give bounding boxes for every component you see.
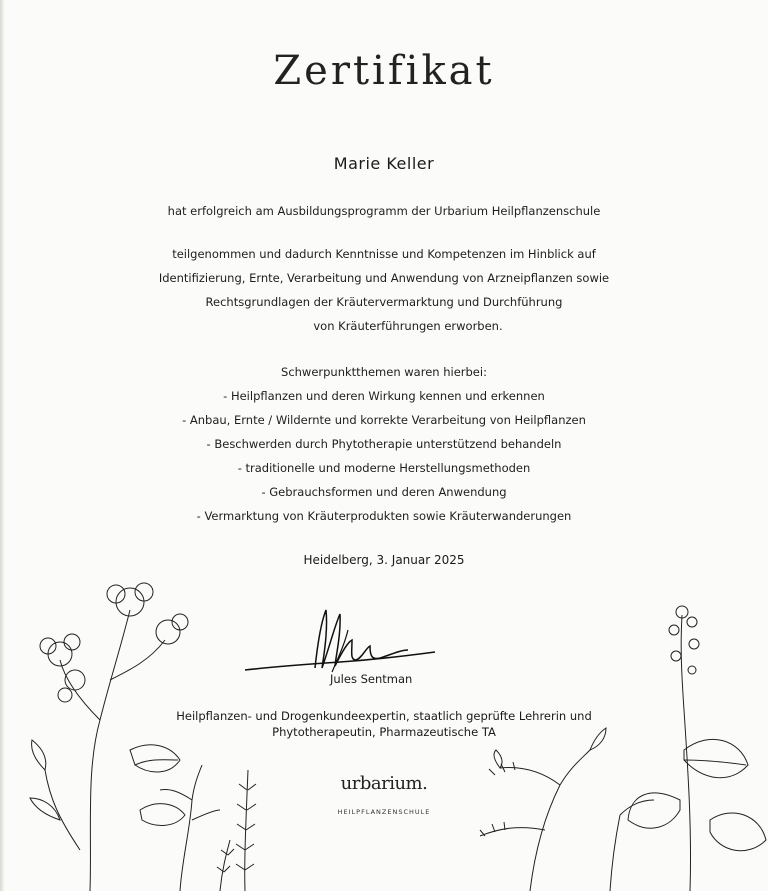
- right-botanical-illustration: [470, 600, 768, 891]
- focus-item: - Heilpflanzen und deren Wirkung kennen und erkennen: [223, 389, 545, 403]
- focus-item: - Vermarktung von Kräuterprodukten sowie Kräuterwanderungen: [196, 509, 572, 523]
- body-text: [0, 242, 768, 338]
- left-botanical-illustration: [20, 570, 220, 891]
- body-line: von Kräuterführungen erworben.: [313, 319, 503, 333]
- focus-item: - Anbau, Ernte / Wildernte und korrekte Verarbeitung von Heilpflanzen: [182, 413, 586, 427]
- body-line: teilgenommen und dadurch Kenntnisse und Kompetenzen im Hinblick auf: [172, 247, 596, 261]
- focus-topics: [0, 360, 768, 528]
- certificate-title: Zertifikat: [273, 48, 495, 94]
- center-sprig-illustration: [200, 760, 290, 891]
- brand-logo: urbarium.: [340, 773, 428, 794]
- credentials-line: Heilpflanzen- und Drogenkundeexpertin, staatlich geprüfte Lehrerin und: [176, 709, 592, 723]
- credentials-line: Phytotherapeutin, Pharmazeutische TA: [272, 725, 496, 739]
- focus-item: - traditionelle und moderne Herstellungsmethoden: [237, 461, 531, 475]
- brand-tagline: HEILPFLANZENSCHULE: [337, 808, 431, 816]
- focus-item: - Beschwerden durch Phytotherapie unterstützend behandeln: [206, 437, 562, 451]
- signature-graphic: [240, 600, 440, 680]
- place-date: Heidelberg, 3. Januar 2025: [303, 553, 465, 567]
- body-line: Rechtsgrundlagen der Kräutervermarktung und Durchführung: [205, 295, 563, 309]
- focus-heading: Schwerpunktthemen waren hierbei:: [281, 365, 487, 379]
- recipient-name: Marie Keller: [333, 154, 435, 173]
- body-line: Identifizierung, Ernte, Verarbeitung und Anwendung von Arzneipflanzen sowie: [158, 271, 610, 285]
- signer-name: Jules Sentman: [330, 672, 413, 686]
- focus-item: - Gebrauchsformen und deren Anwendung: [261, 485, 507, 499]
- intro-line: hat erfolgreich am Ausbildungsprogramm der Urbarium Heilpflanzenschule: [167, 204, 601, 218]
